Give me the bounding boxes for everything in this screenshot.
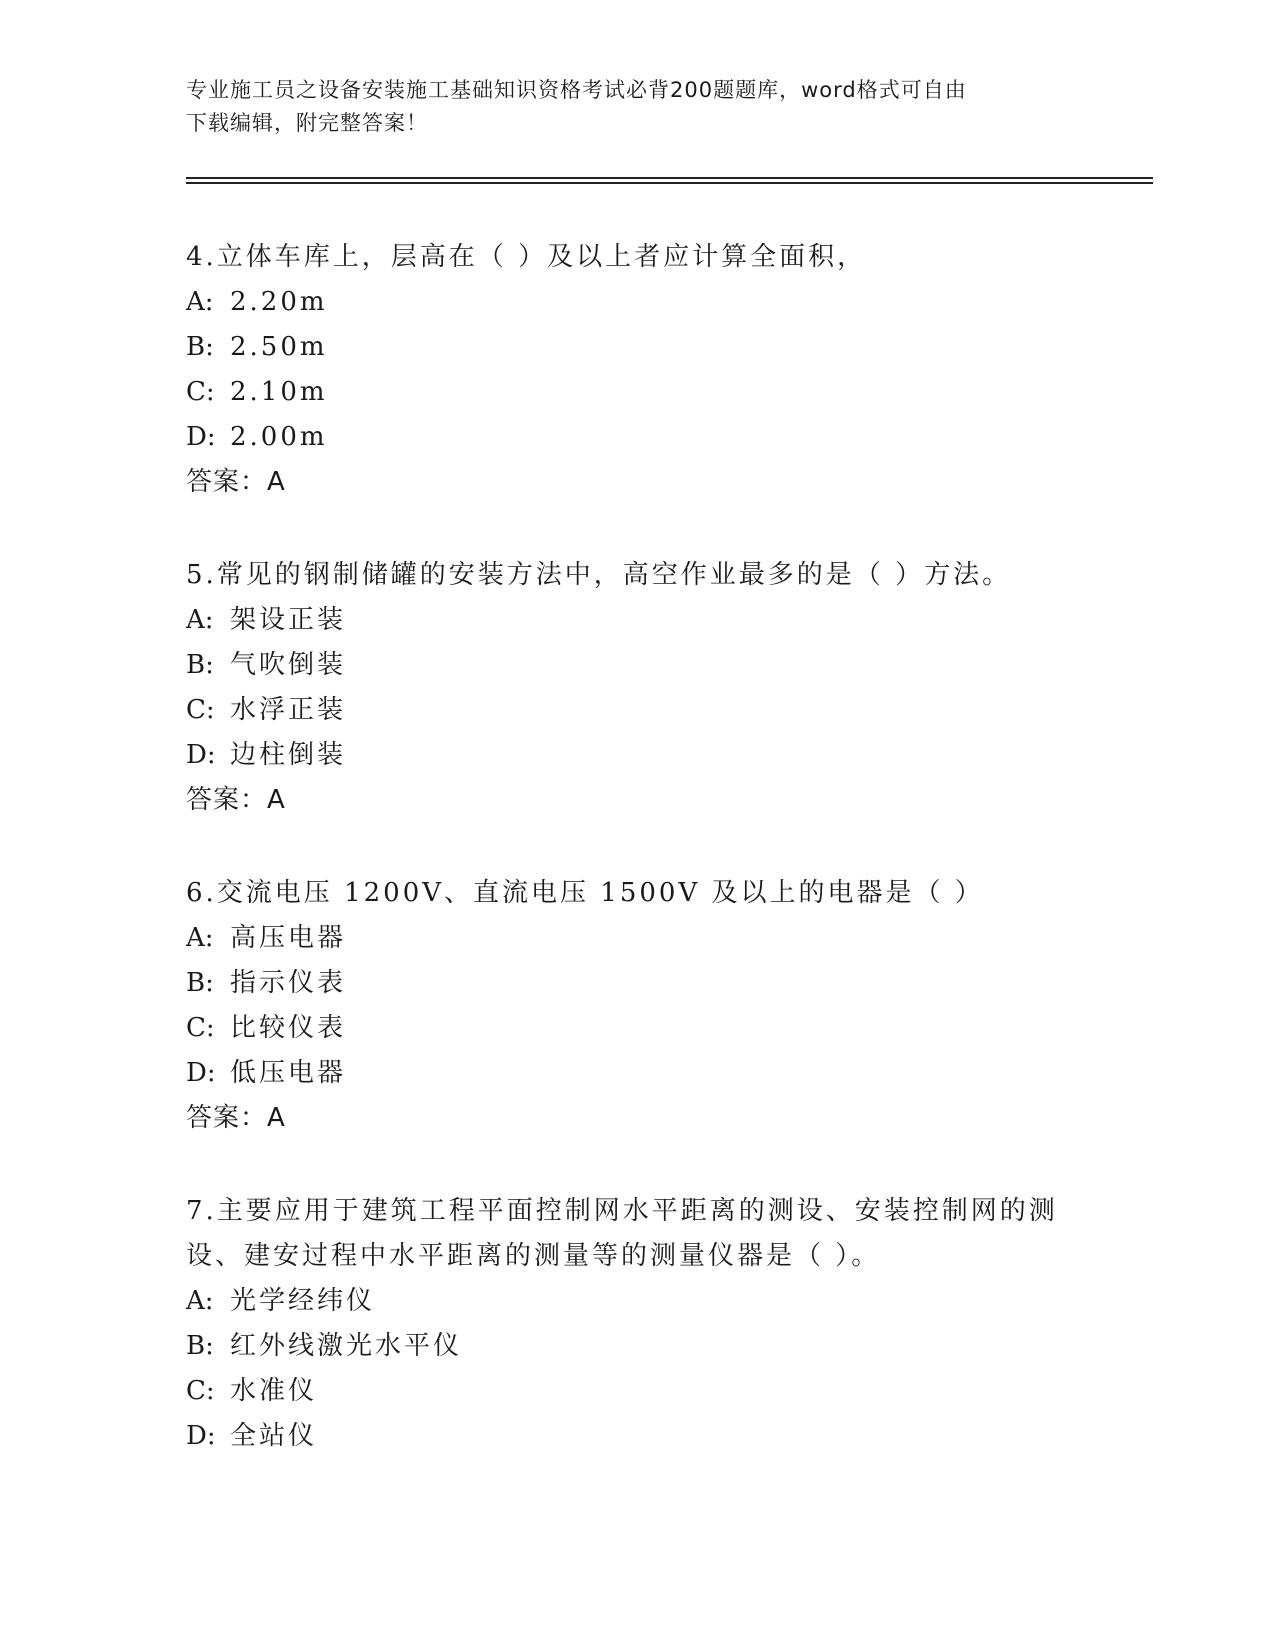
option-letter: B: [186, 332, 214, 362]
header-line-2: 下载编辑，附完整答案！ [186, 111, 428, 135]
option-d [186, 1414, 1086, 1459]
question-5 [186, 553, 1086, 823]
option-a [186, 280, 1086, 325]
option-text: 全站仪 [230, 1421, 318, 1451]
option-text: 2.20m [230, 287, 328, 317]
option-letter: B: [186, 650, 214, 680]
document-header [186, 74, 1086, 140]
question-4 [186, 235, 1086, 505]
question-7 [186, 1189, 1086, 1459]
option-letter: A: [186, 923, 214, 953]
option-text: 指示仪表 [230, 968, 347, 998]
question-text: 4.立体车库上，层高在（ ）及以上者应计算全面积， [186, 242, 867, 272]
option-a [186, 1279, 1086, 1324]
option-letter: C: [186, 1013, 215, 1043]
option-text: 2.10m [230, 377, 328, 407]
answer-label: 答案：A [186, 785, 286, 815]
option-letter: D: [186, 1058, 216, 1088]
option-text: 比较仪表 [230, 1013, 347, 1043]
option-c [186, 688, 1086, 733]
option-text: 边柱倒装 [230, 740, 347, 770]
option-text: 水浮正装 [230, 695, 347, 725]
option-d [186, 415, 1086, 460]
option-text: 架设正装 [230, 605, 347, 635]
option-text: 低压电器 [230, 1058, 347, 1088]
option-letter: C: [186, 1376, 215, 1406]
option-b [186, 325, 1086, 370]
option-letter: D: [186, 740, 216, 770]
option-text: 2.50m [230, 332, 328, 362]
question-text: 5.常见的钢制储罐的安装方法中，高空作业最多的是（ ）方法。 [186, 560, 1012, 590]
option-letter: A: [186, 605, 214, 635]
answer-label: 答案：A [186, 467, 286, 497]
option-letter: B: [186, 968, 214, 998]
option-letter: D: [186, 422, 216, 452]
option-d [186, 1051, 1086, 1096]
option-d [186, 733, 1086, 778]
question-text-line-2: 设、建安过程中水平距离的测量等的测量仪器是（ ）。 [186, 1241, 881, 1271]
option-letter: D: [186, 1421, 216, 1451]
answer-label: 答案：A [186, 1103, 286, 1133]
option-text: 光学经纬仪 [230, 1286, 376, 1316]
header-divider-bottom [186, 182, 1153, 184]
option-text: 2.00m [230, 422, 328, 452]
option-c [186, 370, 1086, 415]
option-c [186, 1006, 1086, 1051]
option-text: 气吹倒装 [230, 650, 347, 680]
option-a [186, 916, 1086, 961]
option-b [186, 961, 1086, 1006]
option-c [186, 1369, 1086, 1414]
option-letter: C: [186, 377, 215, 407]
question-text-line-1: 7.主要应用于建筑工程平面控制网水平距离的测设、安装控制网的测 [186, 1196, 1058, 1226]
option-text: 红外线激光水平仪 [230, 1331, 463, 1361]
option-letter: A: [186, 287, 214, 317]
question-text: 6.交流电压 1200V、直流电压 1500V 及以上的电器是（ ） [186, 878, 984, 908]
header-divider-top [186, 177, 1153, 179]
option-letter: C: [186, 695, 215, 725]
option-b [186, 1324, 1086, 1369]
option-a [186, 598, 1086, 643]
question-6 [186, 871, 1086, 1141]
option-text: 高压电器 [230, 923, 347, 953]
option-text: 水准仪 [230, 1376, 318, 1406]
header-line-1: 专业施工员之设备安装施工基础知识资格考试必背200题题库，word格式可自由 [186, 78, 967, 102]
option-letter: B: [186, 1331, 214, 1361]
option-b [186, 643, 1086, 688]
option-letter: A: [186, 1286, 214, 1316]
